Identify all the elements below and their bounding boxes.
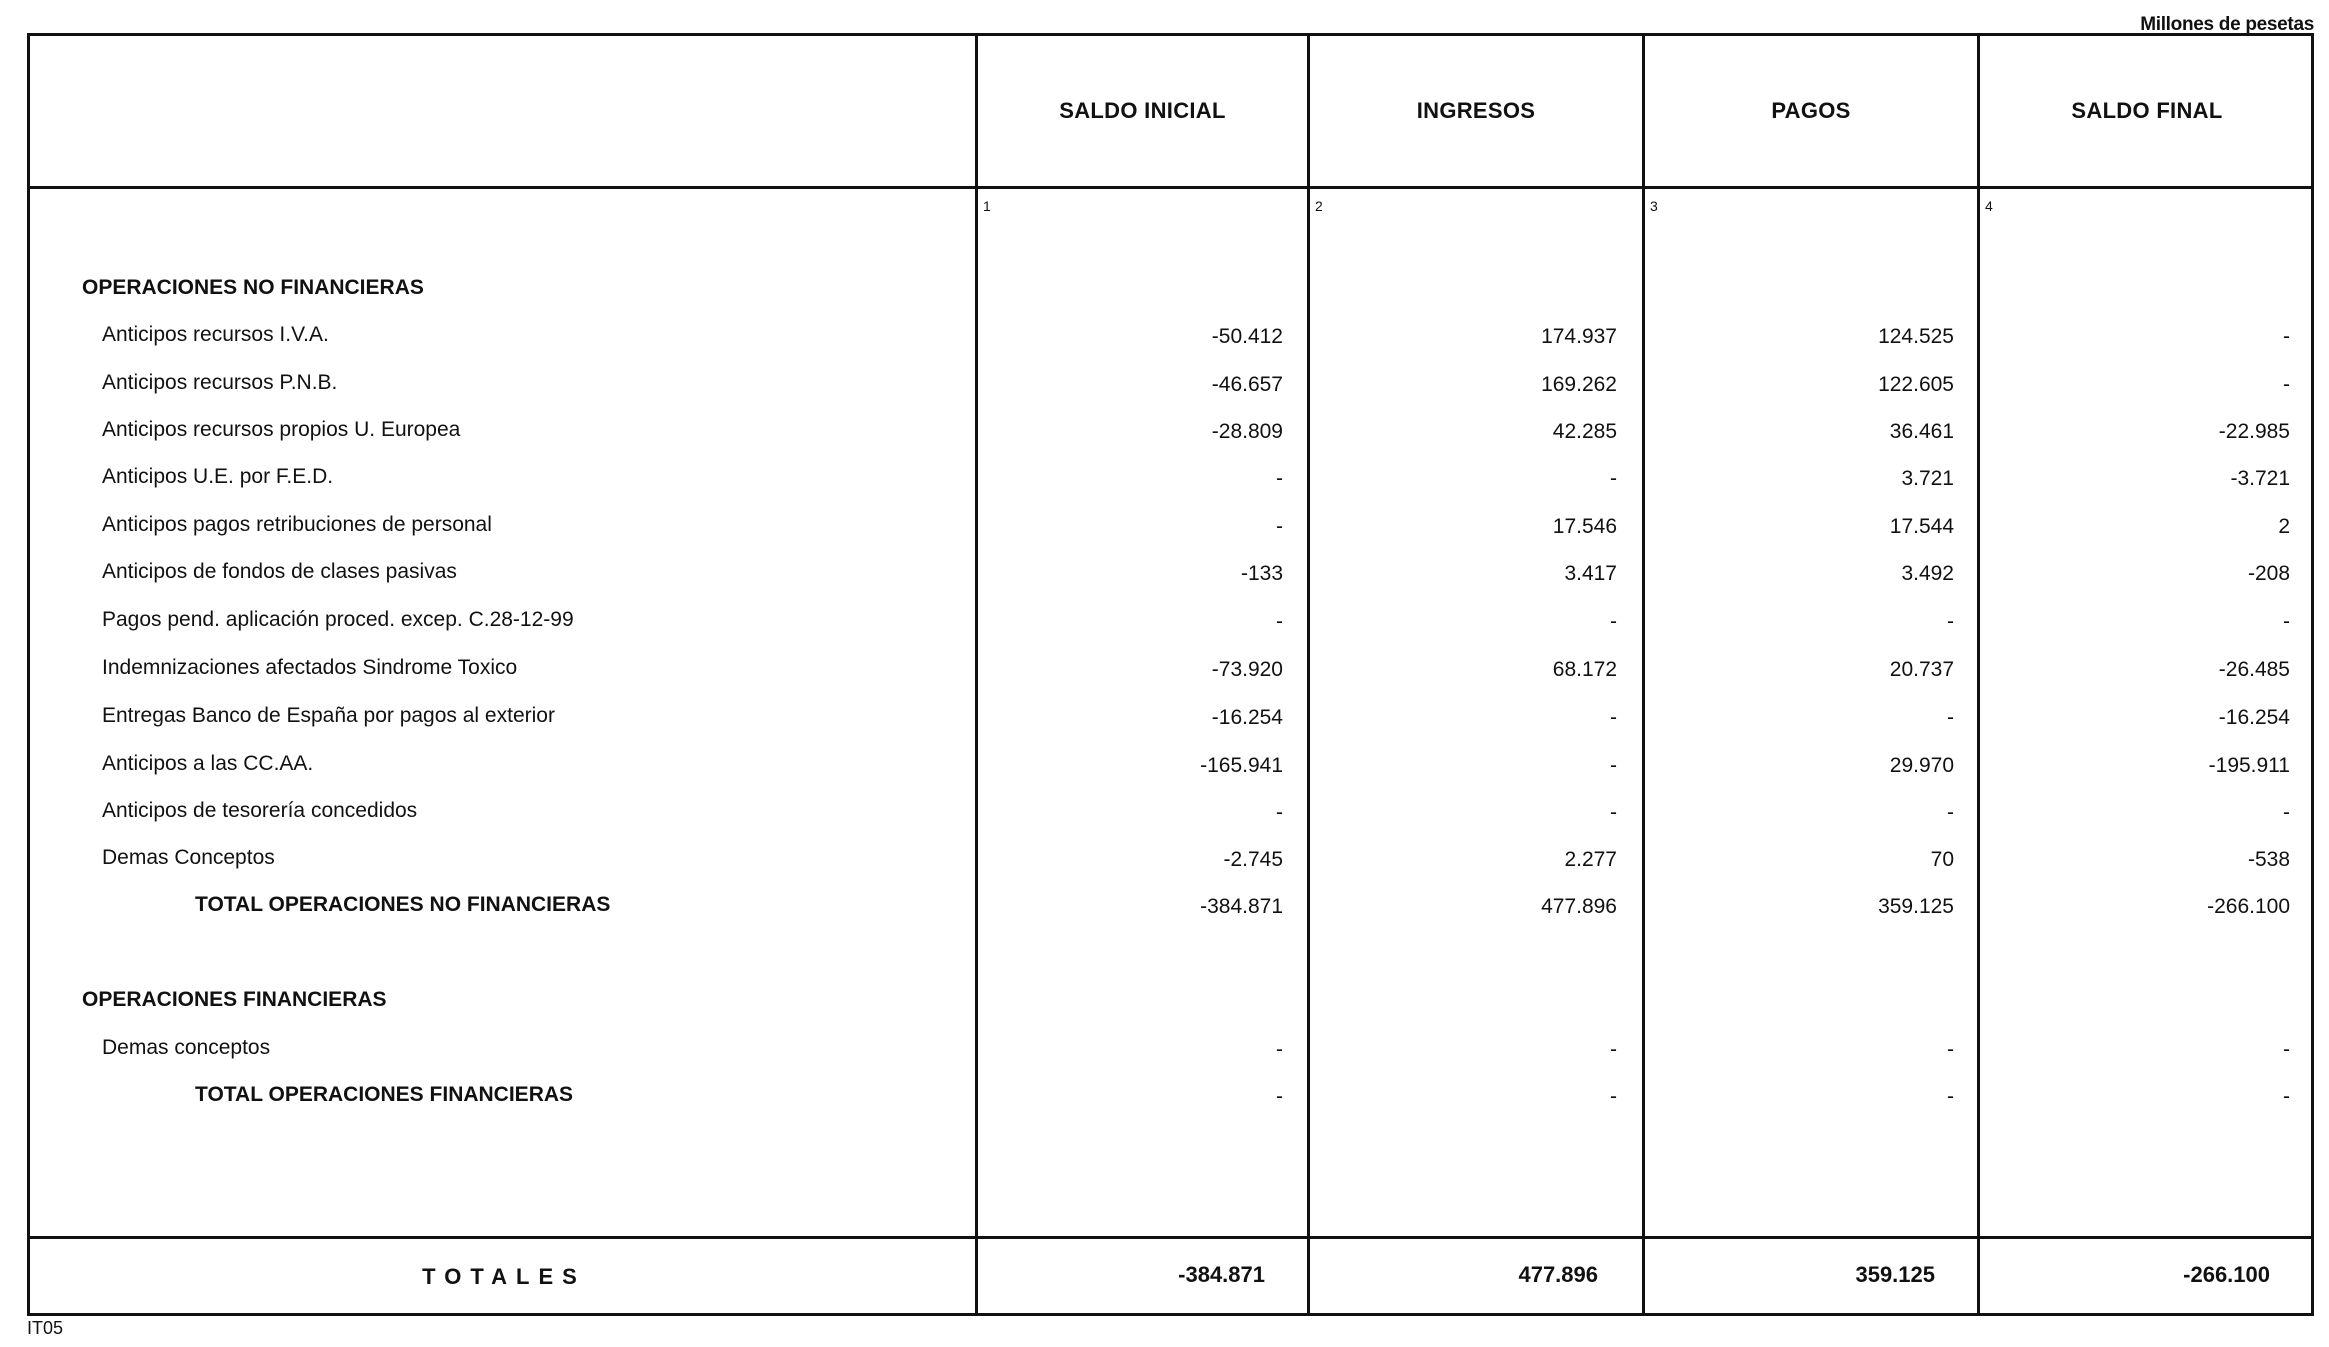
- table-row: [30, 799, 2311, 839]
- cell-value: -: [1947, 706, 1954, 729]
- cell-value: -50.412: [1211, 325, 1283, 348]
- totals-value-pagos: 359.125: [1855, 1262, 1935, 1287]
- table-row: [30, 846, 2311, 886]
- units-note: Millones de pesetas: [2140, 14, 2314, 35]
- cell-value: -: [1276, 515, 1283, 538]
- row-label: Indemnizaciones afectados Sindrome Toxico: [102, 656, 518, 679]
- cell-value: -: [1610, 706, 1617, 729]
- table-row: [30, 465, 2311, 505]
- column-number: 3: [1650, 198, 1658, 214]
- cell-value: 122.605: [1878, 373, 1954, 396]
- cell-value: -208: [2247, 562, 2290, 585]
- cell-value: -: [1610, 1085, 1617, 1108]
- cell-value: -28.809: [1211, 420, 1283, 443]
- cell-value: -133: [1240, 562, 1283, 585]
- cell-value: -384.871: [1200, 895, 1283, 918]
- cell-value: 20.737: [1889, 658, 1954, 681]
- cell-value: -165.941: [1200, 754, 1283, 777]
- totals-value-saldo-final: -266.100: [2183, 1262, 2270, 1287]
- cell-value: -: [2283, 1038, 2290, 1061]
- cell-value: 70: [1930, 848, 1954, 871]
- section-label: OPERACIONES NO FINANCIERAS: [82, 276, 424, 299]
- table-row: [30, 608, 2311, 648]
- column-header-ingresos: INGRESOS: [1416, 98, 1536, 123]
- cell-value: 2.277: [1564, 848, 1617, 871]
- total-row: [30, 893, 2311, 933]
- cell-value: -73.920: [1211, 658, 1283, 681]
- cell-value: -538: [2247, 848, 2290, 871]
- cell-value: 42.285: [1552, 420, 1617, 443]
- column-number: 2: [1315, 198, 1323, 214]
- cell-value: 68.172: [1552, 658, 1617, 681]
- row-label: Anticipos recursos I.V.A.: [102, 323, 329, 346]
- cell-value: -: [1610, 754, 1617, 777]
- table-row: [30, 560, 2311, 600]
- cell-value: -: [2283, 801, 2290, 824]
- column-header-pagos: PAGOS: [1771, 98, 1851, 123]
- cell-value: -: [1610, 610, 1617, 633]
- cell-value: -: [1276, 801, 1283, 824]
- cell-value: 17.544: [1889, 515, 1954, 538]
- column-header-saldo-final: SALDO FINAL: [2071, 98, 2223, 123]
- row-label: Anticipos de tesorería concedidos: [102, 799, 418, 822]
- cell-value: -26.485: [2218, 658, 2290, 681]
- column-header-saldo-inicial: SALDO INICIAL: [1059, 98, 1226, 123]
- cell-value: 174.937: [1541, 325, 1617, 348]
- table-row: [30, 656, 2311, 696]
- cell-value: -: [2283, 373, 2290, 396]
- table-row: [30, 752, 2311, 792]
- cell-value: -: [1947, 1038, 1954, 1061]
- cell-value: 3.417: [1564, 562, 1617, 585]
- cell-value: 169.262: [1541, 373, 1617, 396]
- row-label: Anticipos recursos propios U. Europea: [102, 418, 461, 441]
- row-label: Entregas Banco de España por pagos al exterior: [102, 704, 555, 727]
- cell-value: -: [1276, 1085, 1283, 1108]
- row-label: Anticipos de fondos de clases pasivas: [102, 560, 457, 583]
- table-row: [30, 513, 2311, 553]
- cell-value: -: [1947, 610, 1954, 633]
- table-row: [30, 418, 2311, 458]
- column-number: 4: [1985, 198, 1993, 214]
- cell-value: -: [1610, 1038, 1617, 1061]
- cell-value: 3.721: [1901, 467, 1954, 490]
- cell-value: 17.546: [1552, 515, 1617, 538]
- section-label: OPERACIONES FINANCIERAS: [82, 988, 387, 1011]
- cell-value: 477.896: [1541, 895, 1617, 918]
- cell-value: 36.461: [1889, 420, 1954, 443]
- row-label: Anticipos a las CC.AA.: [102, 752, 314, 775]
- row-label: Demas conceptos: [102, 1036, 271, 1059]
- cell-value: -: [1947, 801, 1954, 824]
- header-divider: [30, 186, 2311, 189]
- financial-table: [27, 33, 2314, 1316]
- cell-value: -22.985: [2218, 420, 2290, 443]
- total-label: TOTAL OPERACIONES NO FINANCIERAS: [195, 893, 611, 916]
- section-row: [30, 276, 2311, 316]
- total-label: TOTAL OPERACIONES FINANCIERAS: [195, 1083, 574, 1106]
- section-row: [30, 988, 2311, 1028]
- total-row: [30, 1083, 2311, 1123]
- cell-value: 3.492: [1901, 562, 1954, 585]
- cell-value: 124.525: [1878, 325, 1954, 348]
- totals-divider: [30, 1236, 2311, 1239]
- row-label: Anticipos recursos P.N.B.: [102, 371, 338, 394]
- cell-value: -: [2283, 1085, 2290, 1108]
- row-label: Anticipos pagos retribuciones de personal: [102, 513, 492, 536]
- document-code: IT05: [27, 1318, 64, 1338]
- cell-value: -3.721: [2230, 467, 2290, 490]
- cell-value: -: [1610, 801, 1617, 824]
- cell-value: -46.657: [1211, 373, 1283, 396]
- cell-value: -: [1276, 610, 1283, 633]
- cell-value: -195.911: [2208, 754, 2290, 777]
- cell-value: 2: [2278, 515, 2290, 538]
- cell-value: -: [2283, 325, 2290, 348]
- cell-value: -16.254: [2218, 706, 2290, 729]
- row-label: Pagos pend. aplicación proced. excep. C.28-12-99: [102, 608, 574, 631]
- cell-value: -: [1276, 467, 1283, 490]
- cell-value: -: [1276, 1038, 1283, 1061]
- totals-value-ingresos: 477.896: [1518, 1262, 1598, 1287]
- cell-value: -: [2283, 610, 2290, 633]
- row-label: Demas Conceptos: [102, 846, 275, 869]
- table-row: [30, 371, 2311, 411]
- row-label: Anticipos U.E. por F.E.D.: [102, 465, 334, 488]
- table-row: [30, 1036, 2311, 1076]
- cell-value: -: [1610, 467, 1617, 490]
- cell-value: -16.254: [1211, 706, 1283, 729]
- column-number: 1: [983, 198, 991, 214]
- totals-label: TOTALES: [422, 1264, 586, 1289]
- cell-value: -266.100: [2207, 895, 2290, 918]
- cell-value: -2.745: [1223, 848, 1283, 871]
- cell-value: 29.970: [1889, 754, 1954, 777]
- table-row: [30, 323, 2311, 363]
- table-row: [30, 704, 2311, 744]
- cell-value: -: [1947, 1085, 1954, 1108]
- totals-value-saldo-inicial: -384.871: [1178, 1262, 1265, 1287]
- cell-value: 359.125: [1878, 895, 1954, 918]
